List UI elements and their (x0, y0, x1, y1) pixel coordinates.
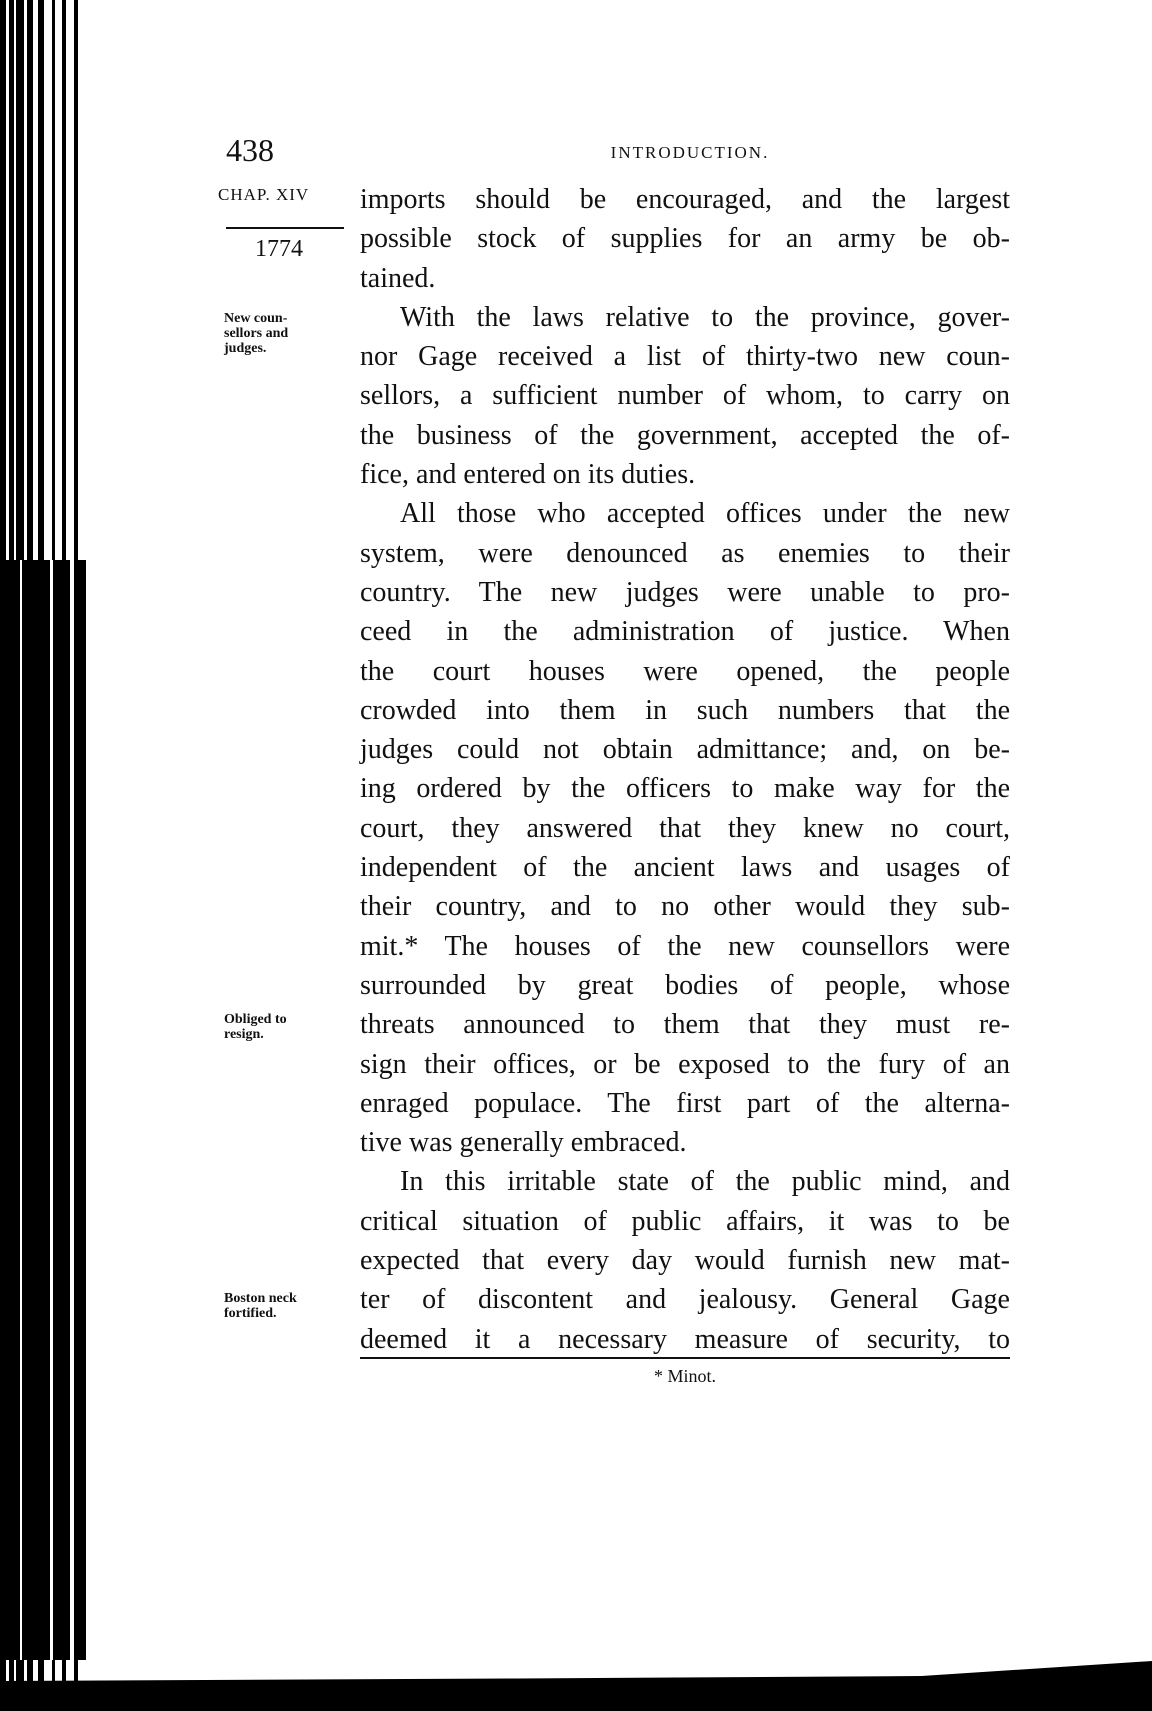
text-line: sellors, a sufficient number of whom, to carry on (360, 380, 1010, 412)
text-line: system, were denounced as enemies to their (360, 537, 1010, 569)
text-line: With the laws relative to the province, gover- (400, 301, 1010, 333)
note-line: fortified. (224, 1306, 277, 1321)
margin-year: 1774 (255, 236, 303, 262)
text-line: mit.* The houses of the new counsellors were (360, 930, 1010, 962)
footnote: * Minot. (653, 1366, 716, 1386)
note-line: New coun- (224, 311, 288, 326)
footnote-rule (360, 1357, 1010, 1359)
text-line: possible stock of supplies for an army be ob- (360, 223, 1010, 255)
text-line: the business of the government, accepted the of- (360, 419, 1010, 451)
text-line: nor Gage received a list of thirty-two new coun- (360, 341, 1010, 373)
text-line: All those who accepted offices under the new (400, 498, 1010, 530)
text-line: the court houses were opened, the people (360, 655, 1010, 687)
page-number: 438 (226, 132, 274, 168)
text-line: sign their offices, or be exposed to the fury of an (360, 1048, 1010, 1080)
margin-note-new-counsellors (224, 311, 288, 356)
note-line: sellors and (224, 326, 289, 341)
chapter-rule (226, 227, 344, 229)
margin-note-boston-neck (224, 1291, 297, 1321)
note-line: resign. (224, 1027, 264, 1042)
text-line: country. The new judges were unable to pro- (360, 576, 1010, 608)
text-line: surrounded by great bodies of people, whose (360, 969, 1010, 1001)
text-line: judges could not obtain admittance; and, on be- (360, 734, 1010, 766)
text-line: their country, and to no other would they sub- (360, 891, 1010, 923)
text-line: threats announced to them that they must re- (360, 1009, 1010, 1041)
text-line: fice, and entered on its duties. (360, 459, 696, 491)
text-line: ceed in the administration of justice. When (360, 616, 1010, 648)
text-line: deemed it a necessary measure of security, to (360, 1323, 1010, 1355)
running-head: INTRODUCTION. (610, 143, 770, 162)
scan-bottom-shadow (0, 1661, 1152, 1711)
text-line: ing ordered by the officers to make way for the (360, 773, 1010, 805)
note-line: judges. (224, 341, 267, 356)
chapter-label: CHAP. XIV (218, 185, 310, 204)
note-line: Boston neck (224, 1291, 297, 1306)
book-binding-shadow (0, 560, 95, 1660)
text-line: ter of discontent and jealousy. General Gage (360, 1284, 1010, 1316)
text-line: court, they answered that they knew no court, (360, 812, 1010, 844)
text-line: independent of the ancient laws and usages of (360, 852, 1010, 884)
text-line: In this irritable state of the public mind, and (400, 1166, 1010, 1198)
text-line: tive was generally embraced. (360, 1127, 687, 1159)
text-line: crowded into them in such numbers that the (360, 694, 1010, 726)
margin-note-obliged-to-resign (224, 1012, 287, 1042)
text-line: imports should be encouraged, and the largest (360, 184, 1010, 215)
note-line: Obliged to (224, 1012, 287, 1027)
text-line: enraged populace. The first part of the alterna- (360, 1087, 1010, 1119)
text-line: tained. (360, 262, 436, 294)
text-line: critical situation of public affairs, it was to be (360, 1205, 1010, 1237)
body-text (360, 180, 1010, 1359)
text-line: expected that every day would furnish new mat- (360, 1245, 1010, 1277)
